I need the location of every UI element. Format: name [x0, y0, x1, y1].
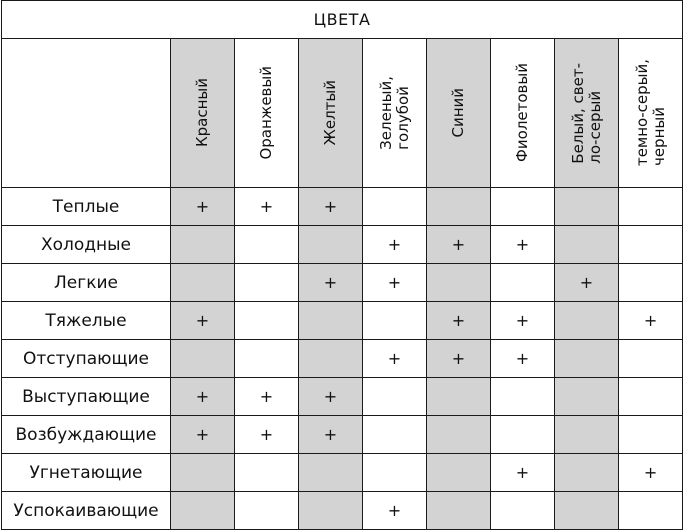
row-label: Выступающие [2, 378, 171, 416]
empty-cell [555, 188, 619, 226]
empty-cell [171, 264, 235, 302]
empty-cell [235, 454, 299, 492]
color-properties-table [1, 0, 683, 530]
empty-cell [299, 492, 363, 530]
empty-cell [363, 416, 427, 454]
color-header-7 [555, 39, 619, 188]
empty-cell [299, 454, 363, 492]
empty-cell [491, 188, 555, 226]
color-header-4 [363, 39, 427, 188]
table-row [2, 340, 683, 378]
color-name-line: Синий [449, 88, 467, 138]
table-row [2, 492, 683, 530]
empty-cell [619, 492, 683, 530]
plus-mark-cell [235, 378, 299, 416]
plus-mark: + [259, 387, 274, 406]
color-header-1 [171, 39, 235, 188]
empty-cell [427, 188, 491, 226]
plus-mark: + [387, 235, 402, 254]
color-name-line: темно-серый, [632, 59, 651, 167]
color-name-line: Красный [193, 78, 211, 148]
empty-cell [171, 340, 235, 378]
plus-mark: + [195, 425, 210, 444]
plus-mark: + [259, 425, 274, 444]
empty-cell [555, 302, 619, 340]
empty-cell [555, 492, 619, 530]
plus-mark: + [451, 349, 466, 368]
plus-mark: + [515, 463, 530, 482]
empty-cell [235, 264, 299, 302]
empty-cell [491, 264, 555, 302]
plus-mark-cell [171, 188, 235, 226]
empty-cell [555, 340, 619, 378]
plus-mark-cell [555, 264, 619, 302]
empty-cell [555, 378, 619, 416]
empty-cell [491, 378, 555, 416]
plus-mark: + [323, 425, 338, 444]
empty-cell [427, 264, 491, 302]
empty-cell [555, 226, 619, 264]
plus-mark: + [323, 197, 338, 216]
row-label: Тяжелые [2, 302, 171, 340]
empty-cell [619, 340, 683, 378]
color-name-line: Зеленый, [376, 76, 395, 150]
empty-cell [619, 188, 683, 226]
plus-mark-cell [491, 454, 555, 492]
plus-mark-cell [299, 264, 363, 302]
plus-mark-cell [299, 378, 363, 416]
table-body [2, 188, 683, 530]
table-row [2, 454, 683, 492]
plus-mark-cell [363, 492, 427, 530]
plus-mark-cell [235, 188, 299, 226]
plus-mark-cell [171, 416, 235, 454]
row-label: Холодные [2, 226, 171, 264]
empty-cell [363, 188, 427, 226]
color-name [450, 88, 467, 138]
empty-cell [491, 492, 555, 530]
plus-mark-cell [491, 302, 555, 340]
plus-mark-cell [363, 226, 427, 264]
empty-cell [171, 226, 235, 264]
plus-mark-cell [299, 416, 363, 454]
plus-mark: + [259, 197, 274, 216]
empty-cell [299, 302, 363, 340]
color-header-3 [299, 39, 363, 188]
empty-cell [619, 264, 683, 302]
empty-cell [427, 378, 491, 416]
empty-cell [363, 302, 427, 340]
corner-cell [2, 39, 171, 188]
table-row [2, 264, 683, 302]
color-name-line: черный [649, 107, 668, 167]
table-row [2, 188, 683, 226]
empty-cell [363, 454, 427, 492]
table-row [2, 416, 683, 454]
color-name-line: Белый, свет- [568, 62, 587, 164]
plus-mark: + [323, 387, 338, 406]
color-name-line: Фиолетовый [513, 63, 531, 163]
color-name-line: Оранжевый [257, 66, 275, 160]
plus-mark: + [195, 197, 210, 216]
row-label: Отступающие [2, 340, 171, 378]
table-row [2, 226, 683, 264]
plus-mark-cell [299, 188, 363, 226]
empty-cell [619, 416, 683, 454]
empty-cell [171, 492, 235, 530]
color-name-line: голубой [393, 86, 412, 150]
empty-cell [619, 226, 683, 264]
plus-mark-cell [619, 454, 683, 492]
empty-cell [235, 492, 299, 530]
table-row [2, 378, 683, 416]
empty-cell [235, 226, 299, 264]
color-name-line: ло-серый [585, 90, 604, 164]
color-name [194, 78, 211, 147]
plus-mark-cell [363, 340, 427, 378]
color-header-row [2, 39, 683, 188]
row-label: Теплые [2, 188, 171, 226]
empty-cell [235, 302, 299, 340]
table-row [2, 302, 683, 340]
empty-cell [555, 454, 619, 492]
plus-mark: + [515, 349, 530, 368]
color-name [514, 63, 531, 162]
table-title: ЦВЕТА [2, 1, 683, 39]
color-name [322, 80, 339, 145]
plus-mark-cell [491, 226, 555, 264]
plus-mark: + [451, 235, 466, 254]
plus-mark: + [643, 311, 658, 330]
empty-cell [427, 454, 491, 492]
color-header-6 [491, 39, 555, 188]
plus-mark-cell [427, 340, 491, 378]
plus-mark: + [387, 273, 402, 292]
row-label: Возбуждающие [2, 416, 171, 454]
empty-cell [171, 454, 235, 492]
plus-mark: + [515, 311, 530, 330]
plus-mark-cell [363, 264, 427, 302]
color-name [634, 59, 668, 166]
empty-cell [491, 416, 555, 454]
plus-mark: + [451, 311, 466, 330]
plus-mark-cell [235, 416, 299, 454]
plus-mark-cell [491, 340, 555, 378]
empty-cell [299, 226, 363, 264]
plus-mark: + [643, 463, 658, 482]
plus-mark-cell [171, 302, 235, 340]
color-header-5 [427, 39, 491, 188]
row-label: Легкие [2, 264, 171, 302]
plus-mark-cell [427, 302, 491, 340]
color-name [258, 66, 275, 160]
empty-cell [619, 378, 683, 416]
plus-mark: + [387, 349, 402, 368]
row-label: Угнетающие [2, 454, 171, 492]
plus-mark: + [323, 273, 338, 292]
color-name-line: Желтый [321, 80, 339, 146]
plus-mark-cell [427, 226, 491, 264]
empty-cell [555, 416, 619, 454]
color-header-2 [235, 39, 299, 188]
plus-mark-cell [171, 378, 235, 416]
empty-cell [299, 340, 363, 378]
color-name [378, 76, 412, 150]
color-name [570, 63, 604, 164]
empty-cell [363, 378, 427, 416]
plus-mark: + [515, 235, 530, 254]
row-label: Успокаивающие [2, 492, 171, 530]
plus-mark: + [579, 273, 594, 292]
empty-cell [427, 416, 491, 454]
plus-mark-cell [619, 302, 683, 340]
empty-cell [235, 340, 299, 378]
empty-cell [427, 492, 491, 530]
plus-mark: + [195, 311, 210, 330]
plus-mark: + [387, 501, 402, 520]
color-header-8 [619, 39, 683, 188]
plus-mark: + [195, 387, 210, 406]
